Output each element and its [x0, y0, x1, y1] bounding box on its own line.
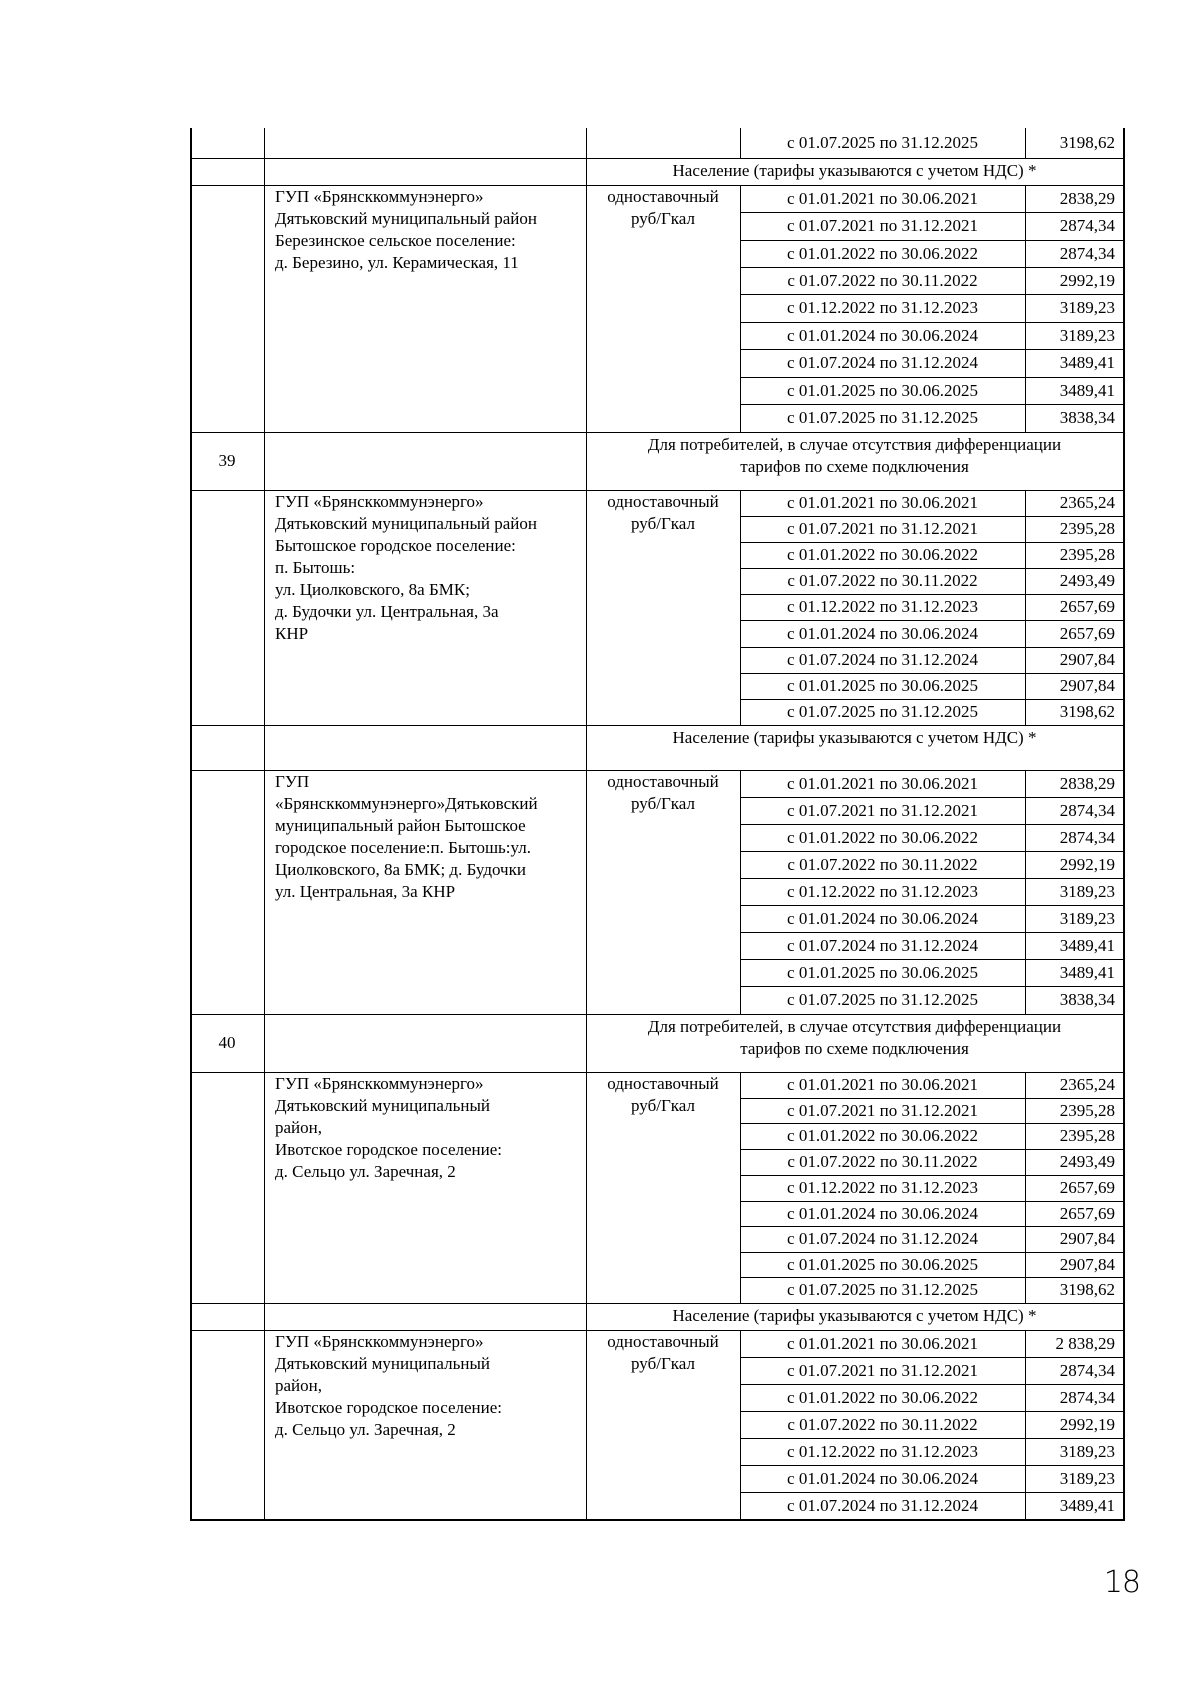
period-row-rule	[740, 294, 1123, 295]
period-cell: с 01.12.2022 по 31.12.2023	[787, 597, 978, 616]
tariff-value-cell: 2907,84	[1059, 1255, 1115, 1274]
period-cell: с 01.01.2025 по 30.06.2025	[787, 381, 978, 400]
page-number: 18	[1103, 1565, 1140, 1600]
tariff-value-cell: 2395,28	[1059, 545, 1115, 564]
period-cell: с 01.07.2021 по 31.12.2021	[787, 801, 978, 820]
tariff-type: одноставочный руб/Гкал	[607, 187, 719, 228]
table-divider-number	[264, 128, 265, 1519]
tariff-value-cell: 3489,41	[1059, 381, 1115, 400]
organization-address: ГУП «Брянсккоммунэнерго» Дятьковский муниципальный район, Ивотское городское поселение: д. Сельцо ул. Заречная, 2	[275, 1332, 503, 1439]
period-cell: с 01.12.2022 по 31.12.2023	[787, 882, 978, 901]
tariff-type: одноставочный руб/Гкал	[607, 1074, 719, 1115]
period-cell: с 01.01.2024 по 30.06.2024	[787, 1204, 978, 1223]
period-row-rule	[740, 1226, 1123, 1227]
period-cell: с 01.07.2021 по 31.12.2021	[787, 1361, 978, 1380]
period-cell: с 01.07.2021 по 31.12.2021	[787, 519, 978, 538]
tariff-value-cell: 2874,34	[1059, 801, 1115, 820]
period-cell: с 01.07.2022 по 30.11.2022	[787, 571, 978, 590]
tariff-value-cell: 3489,41	[1059, 963, 1115, 982]
period-cell: с 01.01.2024 по 30.06.2024	[787, 624, 978, 643]
period-cell: с 01.07.2025 по 31.12.2025	[787, 990, 978, 1009]
tariff-type: одноставочный руб/Гкал	[607, 772, 719, 813]
tariff-value-cell: 3198,62	[1059, 133, 1115, 152]
period-cell: с 01.07.2025 по 31.12.2025	[787, 1280, 978, 1299]
period-cell: с 01.01.2025 по 30.06.2025	[787, 676, 978, 695]
period-row-rule	[740, 1098, 1123, 1099]
section-header-top-rule	[190, 725, 1125, 726]
section-header: Население (тарифы указываются с учетом НДС) *	[672, 161, 1037, 180]
period-row-rule	[740, 212, 1123, 213]
period-row-rule	[740, 620, 1123, 621]
organization-address: ГУП «Брянсккоммунэнерго»Дятьковский муниципальный район Бытошское городское поселение:п. Бытошь:ул. Циолковского, 8а БМК; д. Будочки ул. Центральная, 3а КНР	[275, 772, 538, 901]
table-border-right	[1123, 128, 1125, 1519]
period-row-rule	[740, 542, 1123, 543]
period-row-rule	[740, 594, 1123, 595]
section-header-top-rule	[190, 1303, 1125, 1304]
tariff-value-cell: 3198,62	[1059, 1280, 1115, 1299]
period-cell: с 01.07.2025 по 31.12.2025	[787, 133, 978, 152]
tariff-value-cell: 2874,34	[1059, 1361, 1115, 1380]
tariff-value-cell: 2657,69	[1059, 1178, 1115, 1197]
tariff-value-cell: 3189,23	[1059, 1469, 1115, 1488]
period-cell: с 01.01.2024 по 30.06.2024	[787, 909, 978, 928]
period-cell: с 01.07.2022 по 30.11.2022	[787, 271, 978, 290]
table-border-bottom	[190, 1519, 1125, 1521]
tariff-value-cell: 2874,34	[1059, 1388, 1115, 1407]
period-cell: с 01.07.2022 по 30.11.2022	[787, 1152, 978, 1171]
tariff-value-cell: 2 838,29	[1055, 1334, 1115, 1353]
period-cell: с 01.07.2022 по 30.11.2022	[787, 1415, 978, 1434]
period-row-rule	[740, 1438, 1123, 1439]
period-cell: с 01.12.2022 по 31.12.2023	[787, 1442, 978, 1461]
row-number: 39	[218, 451, 236, 470]
tariff-value-cell: 2365,24	[1059, 1075, 1115, 1094]
tariff-value-cell: 2657,69	[1059, 624, 1115, 643]
period-row-rule	[740, 568, 1123, 569]
organization-address: ГУП «Брянсккоммунэнерго» Дятьковский муниципальный район Бытошское городское поселение: п. Бытошь: ул. Циолковского, 8а БМК; д. Будочки ул. Центральная, 3а КНР	[275, 492, 537, 643]
period-row-rule	[740, 824, 1123, 825]
tariff-value-cell: 2838,29	[1059, 189, 1115, 208]
tariff-value-cell: 3838,34	[1059, 408, 1115, 427]
period-row-rule	[740, 878, 1123, 879]
period-row-rule	[740, 267, 1123, 268]
tariff-value-cell: 2907,84	[1059, 676, 1115, 695]
period-row-rule	[740, 905, 1123, 906]
period-cell: с 01.07.2021 по 31.12.2021	[787, 216, 978, 235]
period-row-rule	[740, 851, 1123, 852]
period-cell: с 01.01.2025 по 30.06.2025	[787, 963, 978, 982]
period-cell: с 01.07.2022 по 30.11.2022	[787, 855, 978, 874]
tariff-value-cell: 2395,28	[1059, 519, 1115, 538]
tariff-value-cell: 3189,23	[1059, 298, 1115, 317]
tariff-value-cell: 2874,34	[1059, 216, 1115, 235]
period-cell: с 01.01.2021 по 30.06.2021	[787, 774, 978, 793]
period-cell: с 01.07.2024 по 31.12.2024	[787, 650, 978, 669]
tariff-value-cell: 2657,69	[1059, 1204, 1115, 1223]
period-row-rule	[740, 377, 1123, 378]
period-cell: с 01.01.2022 по 30.06.2022	[787, 828, 978, 847]
tariff-value-cell: 2874,34	[1059, 244, 1115, 263]
period-cell: с 01.07.2025 по 31.12.2025	[787, 408, 978, 427]
period-cell: с 01.01.2024 по 30.06.2024	[787, 326, 978, 345]
tariff-value-cell: 2493,49	[1059, 1152, 1115, 1171]
section-header: Население (тарифы указываются с учетом НДС) *	[672, 728, 1037, 747]
period-row-rule	[740, 1277, 1123, 1278]
period-row-rule	[740, 1492, 1123, 1493]
period-row-rule	[740, 1411, 1123, 1412]
period-cell: с 01.07.2025 по 31.12.2025	[787, 702, 978, 721]
tariff-value-cell: 2395,28	[1059, 1126, 1115, 1145]
section-header-top-rule	[190, 432, 1125, 433]
tariff-value-cell: 2493,49	[1059, 571, 1115, 590]
period-row-rule	[740, 322, 1123, 323]
tariff-value-cell: 3489,41	[1059, 1496, 1115, 1515]
tariff-value-cell: 2907,84	[1059, 1229, 1115, 1248]
period-row-rule	[740, 699, 1123, 700]
tariff-value-cell: 3189,23	[1059, 882, 1115, 901]
period-cell: с 01.01.2024 по 30.06.2024	[787, 1469, 978, 1488]
section-header: Для потребителей, в случае отсутствия дифференциации тарифов по схеме подключения	[647, 1017, 1062, 1058]
period-row-rule	[740, 240, 1123, 241]
section-header-top-rule	[190, 158, 1125, 159]
period-row-rule	[740, 404, 1123, 405]
period-cell: с 01.07.2021 по 31.12.2021	[787, 1101, 978, 1120]
period-row-rule	[740, 673, 1123, 674]
period-row-rule	[740, 932, 1123, 933]
tariff-value-cell: 3489,41	[1059, 353, 1115, 372]
organization-address: ГУП «Брянсккоммунэнерго» Дятьковский муниципальный район, Ивотское городское поселение: д. Сельцо ул. Заречная, 2	[275, 1074, 503, 1181]
period-row-rule	[740, 1123, 1123, 1124]
section-header: Население (тарифы указываются с учетом НДС) *	[672, 1306, 1037, 1325]
tariff-value-cell: 3198,62	[1059, 702, 1115, 721]
period-cell: с 01.01.2022 по 30.06.2022	[787, 545, 978, 564]
period-cell: с 01.01.2021 по 30.06.2021	[787, 493, 978, 512]
tariff-value-cell: 2657,69	[1059, 597, 1115, 616]
tariff-value-cell: 2365,24	[1059, 493, 1115, 512]
period-row-rule	[740, 959, 1123, 960]
tariff-value-cell: 3189,23	[1059, 326, 1115, 345]
table-border-left	[190, 128, 192, 1519]
period-cell: с 01.07.2024 по 31.12.2024	[787, 1229, 978, 1248]
tariff-value-cell: 3189,23	[1059, 1442, 1115, 1461]
period-row-rule	[740, 349, 1123, 350]
period-cell: с 01.01.2021 по 30.06.2021	[787, 1075, 978, 1094]
period-row-rule	[740, 1357, 1123, 1358]
tariff-value-cell: 2992,19	[1059, 271, 1115, 290]
tariff-value-cell: 2838,29	[1059, 774, 1115, 793]
period-row-rule	[740, 516, 1123, 517]
period-cell: с 01.01.2022 по 30.06.2022	[787, 1388, 978, 1407]
period-cell: с 01.01.2025 по 30.06.2025	[787, 1255, 978, 1274]
section-header: Для потребителей, в случае отсутствия дифференциации тарифов по схеме подключения	[647, 435, 1062, 476]
period-cell: с 01.07.2024 по 31.12.2024	[787, 1496, 978, 1515]
tariff-value-cell: 3189,23	[1059, 909, 1115, 928]
tariff-type: одноставочный руб/Гкал	[607, 492, 719, 533]
period-row-rule	[740, 1465, 1123, 1466]
tariff-value-cell: 3838,34	[1059, 990, 1115, 1009]
period-row-rule	[740, 1149, 1123, 1150]
period-cell: с 01.07.2024 по 31.12.2024	[787, 936, 978, 955]
period-row-rule	[740, 647, 1123, 648]
period-row-rule	[740, 797, 1123, 798]
section-header-top-rule	[190, 1014, 1125, 1015]
tariff-value-cell: 2992,19	[1059, 855, 1115, 874]
period-cell: с 01.01.2021 по 30.06.2021	[787, 1334, 978, 1353]
tariff-value-cell: 2395,28	[1059, 1101, 1115, 1120]
period-cell: с 01.01.2022 по 30.06.2022	[787, 244, 978, 263]
organization-address: ГУП «Брянсккоммунэнерго» Дятьковский муниципальный район Березинское сельское поселение: д. Березино, ул. Керамическая, 11	[275, 187, 537, 272]
period-cell: с 01.12.2022 по 31.12.2023	[787, 1178, 978, 1197]
row-number: 40	[218, 1033, 236, 1052]
period-cell: с 01.12.2022 по 31.12.2023	[787, 298, 978, 317]
tariff-value-cell: 2874,34	[1059, 828, 1115, 847]
tariff-value-cell: 3489,41	[1059, 936, 1115, 955]
tariff-value-cell: 2992,19	[1059, 1415, 1115, 1434]
period-cell: с 01.01.2021 по 30.06.2021	[787, 189, 978, 208]
period-row-rule	[740, 986, 1123, 987]
tariff-value-cell: 2907,84	[1059, 650, 1115, 669]
period-cell: с 01.01.2022 по 30.06.2022	[787, 1126, 978, 1145]
period-row-rule	[740, 1201, 1123, 1202]
tariff-type: одноставочный руб/Гкал	[607, 1332, 719, 1373]
period-row-rule	[740, 1252, 1123, 1253]
period-row-rule	[740, 1175, 1123, 1176]
period-row-rule	[740, 1384, 1123, 1385]
period-cell: с 01.07.2024 по 31.12.2024	[787, 353, 978, 372]
